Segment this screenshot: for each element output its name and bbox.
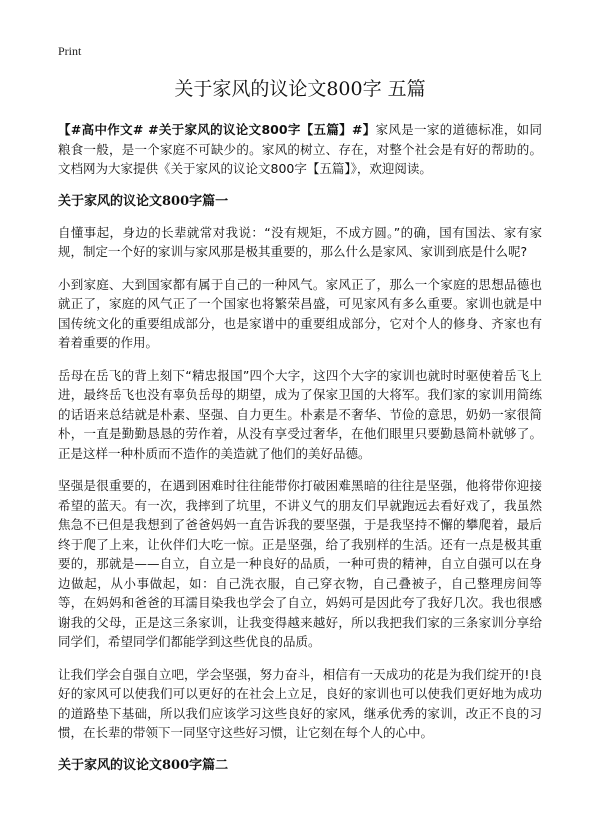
section-heading-1: 关于家风的议论文800字篇一 [58, 193, 229, 209]
body-paragraph-1: 自懂事起，身边的长辈就常对我说：“没有规矩，不成方圆。”的确，国有国法、家有家规，制定一个好的家训与家风那是极其重要的，那么什么是家风、家训到底是什么呢? [58, 224, 542, 259]
intro-text: 家风是一家的道德标准，如同粮食一般，是一个家庭不可缺少的。家风的树立、存在，对整个社会是有好的帮助的。文档网为大家提供《关于家风的议论文800字【五篇】》，欢迎阅读。 [58, 122, 542, 176]
body-paragraph-4: 坚强是很重要的，在遇到困难时往往能带你打破困难黑暗的往往是坚强，他将带你迎接希望的蓝天。有一次，我摔到了坑里，不讲义气的朋友们早就跑远去看好戏了，我虽然焦急不已但是我想到了爸爸妈妈一直告诉我的要坚强，于是我坚持不懈的攀爬着，最后终于爬了上来，让伙伴们大吃一惊。正是坚强，给了我别样的生活。还有一点是极其重要的，那就是——自立，自立是一种良好的品质，一种可贵的精神，自立自强可以在身边做起，从小事做起，如：自己洗衣服，自己穿衣物，自己叠被子，自己整理房间等等，在妈妈和爸爸的耳濡目染我也学会了自立，妈妈可是因此夸了我好几次。我也很感谢我的父母，正是这三条家训，让我变得越来越好，所以我把我们家的三条家训分享给同学们，希望同学们都能学到这些优良的品质。 [58, 478, 542, 649]
section-heading-2: 关于家风的议论文800字篇二 [58, 757, 229, 773]
body-paragraph-3: 岳母在岳飞的背上刻下“精忠报国”四个大字，这四个大字的家训也就时时驱使着岳飞上进，最终岳飞也没有辜负岳母的期望，成为了保家卫国的大将军。我们家的家训用简练的话语来总结就是朴素、坚强、自力更生。朴素是不奢华、节俭的意思，奶奶一家很简朴，一直是勤勤恳恳的劳作着，从没有享受过奢华，在他们眼里只要勤恳简朴就够了。正是这样一种朴质而不造作的美造就了他们的美好品德。 [58, 367, 542, 461]
print-label: Print [58, 44, 82, 58]
body-paragraph-2: 小到家庭、大到国家都有属于自己的一种风气。家风正了，那么一个家庭的思想品德也就正了，家庭的风气正了一个国家也将繁荣昌盛，可见家风有多么重要。家训也就是中国传统文化的重要组成部分，也是家谱中的重要组成部分，它对个人的修身、齐家也有着着重要的作用。 [58, 276, 542, 350]
intro-paragraph [58, 120, 542, 179]
intro-tags: 【#高中作文# #关于家风的议论文800字【五篇】#】 [58, 122, 376, 137]
document-title: 关于家风的议论文800字 五篇 [174, 78, 426, 100]
body-paragraph-5: 让我们学会自强自立吧，学会坚强，努力奋斗，相信有一天成功的花是为我们绽开的!良好的家风可以使我们可以更好的在社会上立足，良好的家训也可以使我们更好地为成功的道路垫下基础，所以我们应该学习这些良好的家风，继承优秀的家训，改正不良的习惯，在长辈的带领下一同坚守这些好习惯，让它刻在每个人的心中。 [58, 666, 542, 740]
